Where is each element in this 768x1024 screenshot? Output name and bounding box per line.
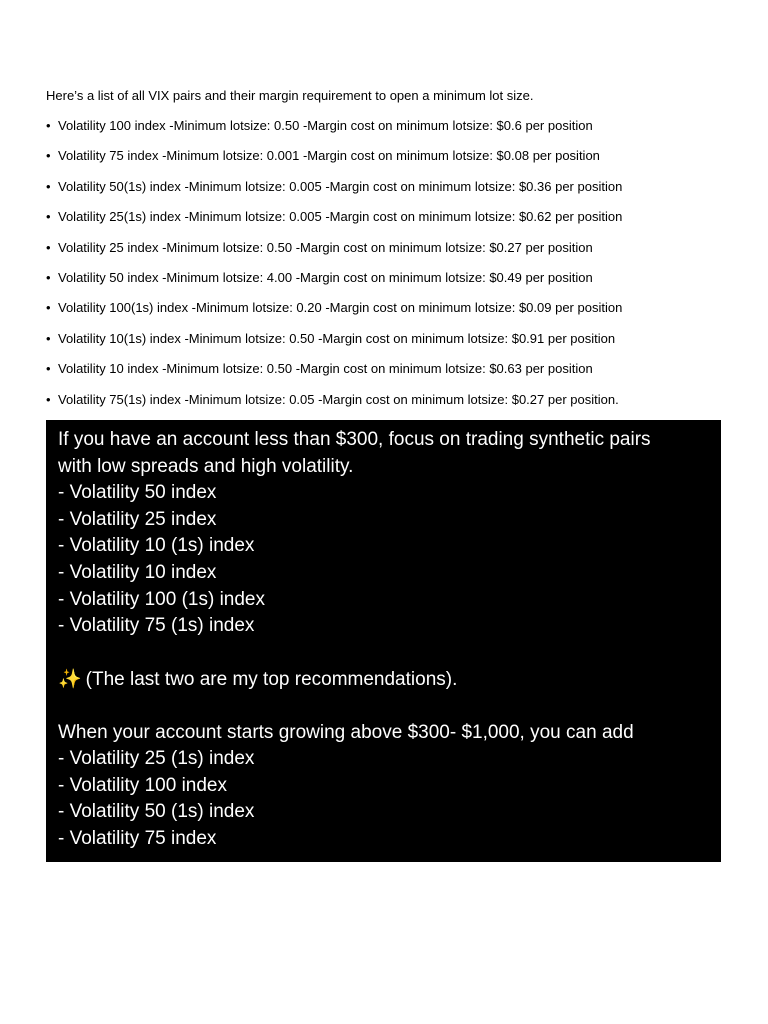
bullet-icon: • [46, 269, 51, 285]
bullet-icon: • [46, 330, 51, 346]
list-item [46, 392, 622, 408]
recommendation-text: (The last two are my top recommendations). [85, 669, 458, 691]
bullet-icon: • [46, 118, 51, 133]
pair-text: Volatility 25 index -Minimum lotsize: 0.50 -Margin cost on minimum lotsize: $0.27 per position [58, 239, 593, 255]
bullet-icon: • [46, 209, 51, 225]
vix-pairs-list [46, 118, 622, 422]
spacer [58, 640, 709, 667]
list-item: - Volatility 25 index [58, 508, 217, 530]
list-item [46, 270, 622, 286]
bullet-icon: • [46, 300, 51, 316]
small-account-intro-line-1: If you have an account less than $300, focus on trading synthetic pairs [58, 429, 651, 450]
spacer [58, 693, 709, 720]
list-item [46, 148, 622, 164]
recommendation-line [58, 666, 709, 693]
pair-text: Volatility 10 index -Minimum lotsize: 0.50 -Margin cost on minimum lotsize: $0.63 per position [58, 361, 593, 377]
bullet-icon: • [46, 178, 51, 194]
list-item [46, 361, 622, 377]
list-item: - Volatility 50 (1s) index [58, 801, 255, 823]
sparkle-icon: ✨ [58, 668, 82, 691]
bullet-icon: • [46, 148, 51, 164]
list-item [46, 240, 622, 256]
pair-text: Volatility 75 index -Minimum lotsize: 0.001 -Margin cost on minimum lotsize: $0.08 per position [58, 148, 600, 164]
list-item: - Volatility 10 (1s) index [58, 535, 255, 557]
list-item [46, 331, 622, 347]
list-item: - Volatility 25 (1s) index [58, 748, 255, 770]
small-account-intro-line-2: with low spreads and high volatility. [58, 455, 354, 477]
pair-text: Volatility 75(1s) index -Minimum lotsize: 0.05 -Margin cost on minimum lotsize: $0.27 per position. [58, 391, 619, 407]
pair-text: Volatility 100 index -Minimum lotsize: 0.50 -Margin cost on minimum lotsize: $0.6 per position [58, 118, 593, 133]
growth-intro-line: When your account starts growing above $300- $1,000, you can add [58, 721, 634, 743]
bullet-icon: • [46, 391, 51, 407]
pair-text: Volatility 50 index -Minimum lotsize: 4.00 -Margin cost on minimum lotsize: $0.49 per position [58, 269, 593, 285]
list-item [46, 118, 622, 134]
pair-text: Volatility 100(1s) index -Minimum lotsize: 0.20 -Margin cost on minimum lotsize: $0.09 per position [58, 300, 623, 316]
intro-text: Here’s a list of all VIX pairs and their margin requirement to open a minimum lot size. [46, 88, 534, 103]
list-item: - Volatility 75 (1s) index [58, 615, 255, 637]
list-item: - Volatility 100 (1s) index [58, 588, 265, 610]
bullet-icon: • [46, 361, 51, 377]
list-item: - Volatility 100 index [58, 774, 227, 796]
list-item: - Volatility 75 index [58, 827, 217, 849]
pair-text: Volatility 50(1s) index -Minimum lotsize: 0.005 -Margin cost on minimum lotsize: $0.36 per position [58, 178, 623, 194]
list-item: - Volatility 50 index [58, 482, 217, 504]
pair-text: Volatility 25(1s) index -Minimum lotsize: 0.005 -Margin cost on minimum lotsize: $0.62 per position [58, 209, 623, 225]
recommendation-screenshot [46, 420, 721, 862]
list-item [46, 209, 622, 225]
pair-text: Volatility 10(1s) index -Minimum lotsize: 0.50 -Margin cost on minimum lotsize: $0.91 per position [58, 330, 616, 346]
list-item [46, 179, 622, 195]
list-item: - Volatility 10 index [58, 561, 217, 583]
bullet-icon: • [46, 239, 51, 255]
list-item [46, 300, 622, 316]
